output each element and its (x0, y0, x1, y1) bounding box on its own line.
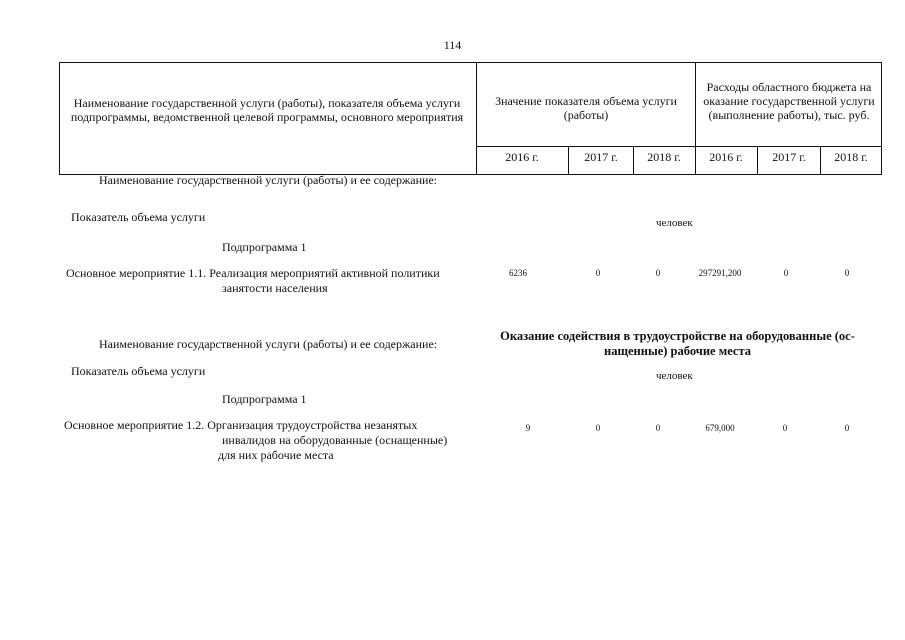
table-divider (476, 146, 882, 147)
year-value-2018: 2018 г. (647, 150, 681, 164)
value-cell: 0 (844, 268, 850, 278)
page-number: 114 (443, 38, 462, 52)
value-cell: 0 (595, 268, 601, 278)
activity-title-cont: для них рабочие места (218, 448, 334, 462)
service-name-line: Оказание содействия в трудоустройстве на оборудованные (ос- (500, 329, 855, 343)
year-expense-2017: 2017 г. (772, 150, 806, 164)
year-expense-2018: 2018 г. (834, 150, 868, 164)
activity-title: Основное мероприятие 1.1. Реализация мероприятий активной политики (66, 266, 440, 280)
unit-label: человек (656, 370, 693, 382)
value-cell: 0 (783, 268, 789, 278)
indicator-label: Показатель объема услуги (71, 210, 206, 224)
table-divider (568, 146, 569, 175)
unit-label: человек (656, 217, 693, 229)
table-divider (476, 62, 477, 175)
value-cell: 0 (844, 423, 850, 433)
service-name (480, 329, 875, 359)
year-value-2017: 2017 г. (584, 150, 618, 164)
service-label: Наименование государственной услуги (работы) и ее содержание: (99, 337, 438, 351)
value-cell: 679,000 (705, 423, 735, 433)
value-cell: 0 (655, 423, 661, 433)
value-cell: 9 (525, 423, 531, 433)
value-cell: 0 (782, 423, 788, 433)
value-cell: 0 (595, 423, 601, 433)
activity-title-cont: инвалидов на оборудованные (оснащенные) (222, 433, 448, 447)
activity-title: Основное мероприятие 1.2. Организация трудоустройства незанятых (64, 418, 418, 432)
value-column-header: Значение показателя объема услуги (работы) (495, 94, 677, 122)
subprogram-label: Подпрограмма 1 (222, 392, 307, 406)
subprogram-label: Подпрограмма 1 (222, 240, 307, 254)
service-name-line: нащенные) рабочие места (604, 344, 751, 358)
table-divider (757, 146, 758, 175)
year-expense-2016: 2016 г. (709, 150, 743, 164)
expense-column-header: Расходы областного бюджета на оказание государственной услуги (выполнение работы), тыс. руб. (703, 80, 875, 122)
service-label: Наименование государственной услуги (работы) и ее содержание: (99, 173, 438, 187)
value-cell: 6236 (509, 268, 527, 278)
value-cell: 0 (655, 268, 661, 278)
name-column-header: Наименование государственной услуги (работы), показателя объема услуги подпрограммы, ведомственной целевой программы, основного мероприятия (70, 96, 464, 124)
indicator-label: Показатель объема услуги (71, 364, 206, 378)
value-cell: 297291,200 (698, 268, 742, 278)
year-value-2016: 2016 г. (505, 150, 539, 164)
activity-title-cont: занятости населения (222, 281, 328, 295)
